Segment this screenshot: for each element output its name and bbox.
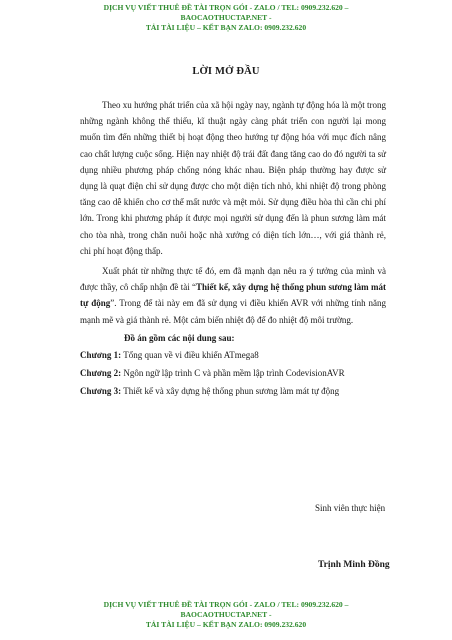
banner-line-2: BAOCAOTHUCTAP.NET - [180, 610, 272, 619]
paragraph-2-text-start: Xuất phát từ những thực tế đó, em đã mạnh dạn nêu ra ý tưởng của mình và được thầy, cô chấp nhận đề tài “ [80, 266, 386, 293]
banner-line-1: DỊCH VỤ VIẾT THUÊ ĐỀ TÀI TRỌN GÓI - ZALO / TEL: 0909.232.620 – [103, 600, 349, 609]
thesis-topic-title: Thiết kế, xây dựng hệ thống phun sương làm mát tự động [80, 282, 386, 309]
chapter-item-1 [80, 346, 386, 364]
contents-heading: Đồ án gồm các nội dung sau: [124, 332, 235, 343]
chapter-label: Chương 1: [80, 350, 122, 361]
chapter-title: Thiết kế và xây dựng hệ thống phun sương làm mát tự động [121, 386, 340, 397]
banner-line-1: DỊCH VỤ VIẾT THUÊ ĐỀ TÀI TRỌN GÓI - ZALO / TEL: 0909.232.620 – [103, 3, 349, 12]
signer-name: Trịnh Minh Đồng [318, 560, 390, 570]
chapter-title: Ngôn ngữ lập trình C và phần mềm lập trình CodevisionAVR [121, 368, 345, 379]
header-watermark-banner [0, 3, 452, 33]
page-title: LỜI MỞ ĐẦU [192, 66, 260, 77]
banner-line-3: TẢI TÀI LIỆU – KẾT BẠN ZALO: 0909.232.620 [145, 23, 307, 32]
intro-paragraph-2 [80, 263, 386, 328]
chapter-label: Chương 3: [80, 386, 122, 397]
paragraph-2-text-end: ”. Trong để tài này em đã sử dụng vi điều khiển AVR với những tính năng mạnh mẽ và giá thành rẻ. Một cảm biến nhiệt độ để đo nhiệt độ môi trường. [80, 298, 386, 325]
footer-watermark-banner [0, 600, 452, 630]
chapter-item-2 [80, 364, 386, 382]
chapter-item-3 [80, 382, 386, 400]
intro-paragraph-1: Theo xu hướng phát triển của xã hội ngày nay, ngành tự động hóa là một trong những ngành không thể thiếu, kĩ thuật ngày càng phát triển con người lại mong muốn tìm đến những thiết bị hoạt động theo hướng tự động hóa với mục đích nâng cao chất lượng cuộc sống. Hiện nay nhiệt độ trái đất đang tăng cao do đó người ta sử dụng nhiều phương pháp chống nóng khác nhau. Biện pháp thường hay được sử dụng là quạt điện chỉ sử dụng được cho một diện tích nhỏ, khi nhiệt độ trong phòng tăng cao dễ khiến cho cơ thể mất nước và mệt mỏi. Sử dụng điều hòa thì cần chi phí lớn. Trong khi phương pháp ít được mọi người sử dụng đến là phun sương làm mát cho tòa nhà, trong chăn nuôi hoặc nhà xưởng có diện tích lớn…, với giá thành rẻ, chi phí hoạt động thấp. [80, 100, 386, 256]
banner-line-3: TẢI TÀI LIỆU – KẾT BẠN ZALO: 0909.232.620 [145, 620, 307, 629]
chapter-title: Tổng quan về vi điều khiển ATmega8 [121, 350, 259, 361]
banner-line-2: BAOCAOTHUCTAP.NET - [180, 13, 272, 22]
document-body [80, 97, 386, 400]
signer-role: Sinh viên thực hiện [315, 503, 386, 513]
chapter-label: Chương 2: [80, 368, 122, 379]
